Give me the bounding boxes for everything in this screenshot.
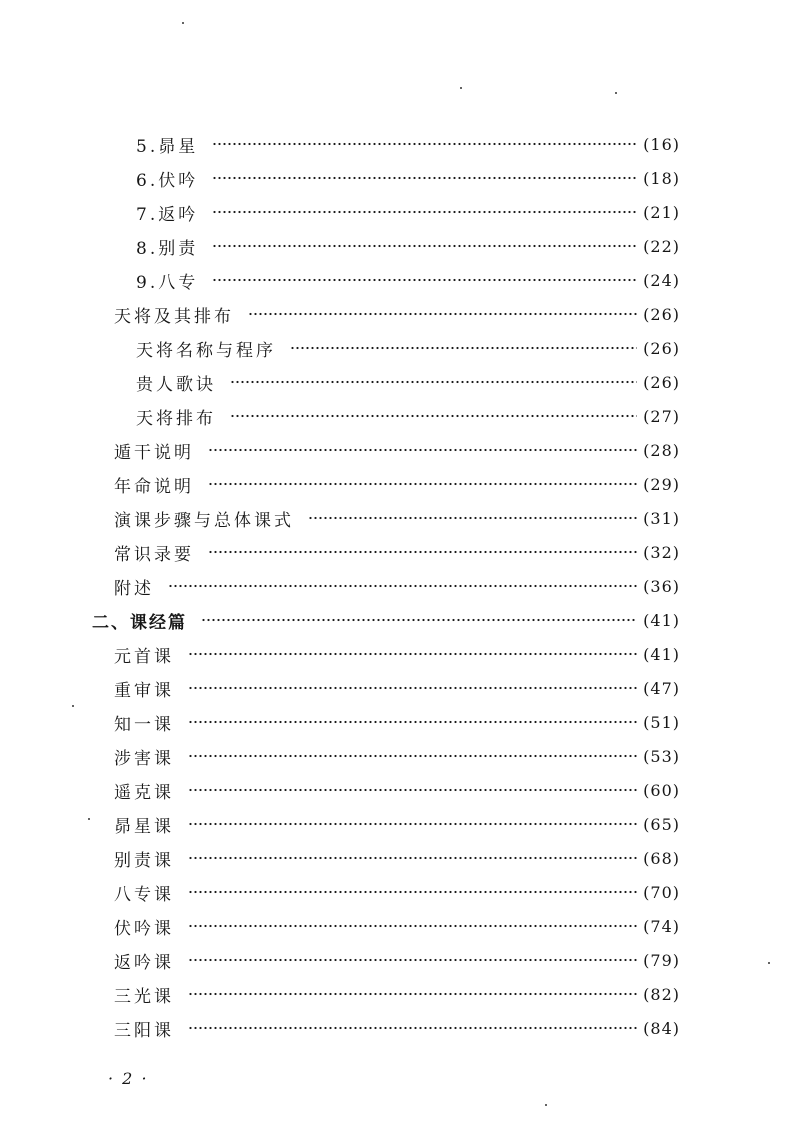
toc-entry-page: (21) (643, 202, 680, 222)
toc-entry (114, 875, 680, 909)
toc-entry (114, 671, 680, 705)
toc-entry (136, 195, 680, 229)
toc-entry-page: (26) (643, 338, 680, 358)
toc-entry (114, 705, 680, 739)
toc-entry-page: (60) (643, 780, 680, 800)
toc-entry-page: (22) (643, 236, 680, 256)
toc-entry-page: (29) (643, 474, 680, 494)
toc-entry-title: 6.伏吟 (136, 170, 199, 191)
scan-speck (768, 962, 770, 964)
toc-entry (114, 297, 680, 331)
scan-speck (545, 1104, 547, 1106)
toc-entry-page: (79) (643, 950, 680, 970)
toc-entry-page: (31) (643, 508, 680, 528)
toc-entry-page: (65) (643, 814, 680, 834)
toc-entry (136, 229, 680, 263)
toc-entry-title: 年命说明 (114, 476, 194, 497)
toc-entry (114, 739, 680, 773)
dot-leader (212, 209, 637, 215)
dot-leader (188, 889, 637, 895)
toc-entry-title: 三光课 (114, 986, 174, 1007)
dot-leader (188, 855, 637, 861)
toc-entry (114, 1011, 680, 1045)
dot-leader (290, 345, 637, 351)
toc-entry-title: 八专课 (114, 884, 174, 905)
toc-entry (114, 433, 680, 467)
toc-entry (136, 399, 680, 433)
toc-entry (136, 263, 680, 297)
toc-entry (114, 943, 680, 977)
toc-entry (114, 909, 680, 943)
scan-speck (182, 22, 184, 24)
toc-entry-page: (41) (643, 644, 680, 664)
toc-entry-title: 天将排布 (136, 408, 216, 429)
toc-entry-page: (47) (643, 678, 680, 698)
toc-entry (136, 127, 680, 161)
dot-leader (208, 481, 637, 487)
toc-entry-page: (27) (643, 406, 680, 426)
scan-speck (460, 87, 462, 89)
toc-entry-title: 5.昴星 (136, 136, 199, 157)
toc-entry (92, 603, 680, 637)
toc-entry-title: 演课步骤与总体课式 (114, 510, 294, 531)
toc-entry-page: (26) (643, 372, 680, 392)
toc-entry-title: 知一课 (114, 714, 174, 735)
dot-leader (208, 549, 637, 555)
toc-entry-title: 常识录要 (114, 544, 194, 565)
toc-entry-page: (53) (643, 746, 680, 766)
toc-entry-title: 7.返吟 (136, 204, 199, 225)
toc-entry-title: 附述 (114, 578, 154, 599)
toc-entry-title: 元首课 (114, 646, 174, 667)
toc-entry-page: (24) (643, 270, 680, 290)
toc-entry (114, 977, 680, 1011)
toc-entry-page: (68) (643, 848, 680, 868)
dot-leader (230, 413, 637, 419)
dot-leader (201, 617, 637, 623)
dot-leader (212, 175, 637, 181)
dot-leader (188, 957, 637, 963)
toc-entry-page: (16) (643, 134, 680, 154)
toc-entry (136, 161, 680, 195)
toc-entry-page: (51) (643, 712, 680, 732)
toc-entry-title: 贵人歌诀 (136, 374, 216, 395)
toc-entry (114, 501, 680, 535)
toc-entry (114, 841, 680, 875)
toc-entry-title: 昴星课 (114, 816, 174, 837)
toc-entry-title: 9.八专 (136, 272, 199, 293)
page-number: · 2 · (108, 1069, 149, 1088)
toc-entry (114, 467, 680, 501)
scan-speck (72, 705, 74, 707)
toc-entry-title: 二、课经篇 (92, 612, 187, 633)
dot-leader (188, 651, 637, 657)
toc-entry-title: 天将及其排布 (114, 306, 234, 327)
toc-entry (114, 535, 680, 569)
scan-speck (615, 92, 617, 94)
toc-entry-title: 涉害课 (114, 748, 174, 769)
dot-leader (188, 787, 637, 793)
toc-entry (114, 807, 680, 841)
toc-entry-title: 伏吟课 (114, 918, 174, 939)
toc-entry-title: 返吟课 (114, 952, 174, 973)
toc-entry-page: (36) (643, 576, 680, 596)
toc-entry (114, 637, 680, 671)
toc-entry-title: 遁干说明 (114, 442, 194, 463)
scan-speck (88, 818, 90, 820)
toc-entry-page: (28) (643, 440, 680, 460)
toc-entry-page: (70) (643, 882, 680, 902)
dot-leader (248, 311, 637, 317)
toc-entry-title: 重审课 (114, 680, 174, 701)
dot-leader (188, 923, 637, 929)
toc-entry-page: (41) (643, 610, 680, 630)
toc-entry (136, 365, 680, 399)
dot-leader (212, 243, 637, 249)
toc-entry-page: (74) (643, 916, 680, 936)
dot-leader (188, 821, 637, 827)
dot-leader (230, 379, 637, 385)
dot-leader (188, 991, 637, 997)
toc-entry-title: 别责课 (114, 850, 174, 871)
dot-leader (208, 447, 637, 453)
dot-leader (188, 685, 637, 691)
dot-leader (188, 1025, 637, 1031)
toc-entry-title: 8.别责 (136, 238, 199, 259)
toc-entry-page: (84) (643, 1018, 680, 1038)
toc-entry-page: (18) (643, 168, 680, 188)
dot-leader (212, 141, 637, 147)
toc-entry (136, 331, 680, 365)
dot-leader (308, 515, 637, 521)
toc-entry-title: 遥克课 (114, 782, 174, 803)
toc-entry-page: (26) (643, 304, 680, 324)
dot-leader (188, 719, 637, 725)
toc-entry (114, 569, 680, 603)
toc-entry-title: 三阳课 (114, 1020, 174, 1041)
toc-entry-page: (82) (643, 984, 680, 1004)
toc-entry-page: (32) (643, 542, 680, 562)
dot-leader (168, 583, 637, 589)
toc-entry (114, 773, 680, 807)
toc-entry-title: 天将名称与程序 (136, 340, 276, 361)
dot-leader (188, 753, 637, 759)
dot-leader (212, 277, 637, 283)
